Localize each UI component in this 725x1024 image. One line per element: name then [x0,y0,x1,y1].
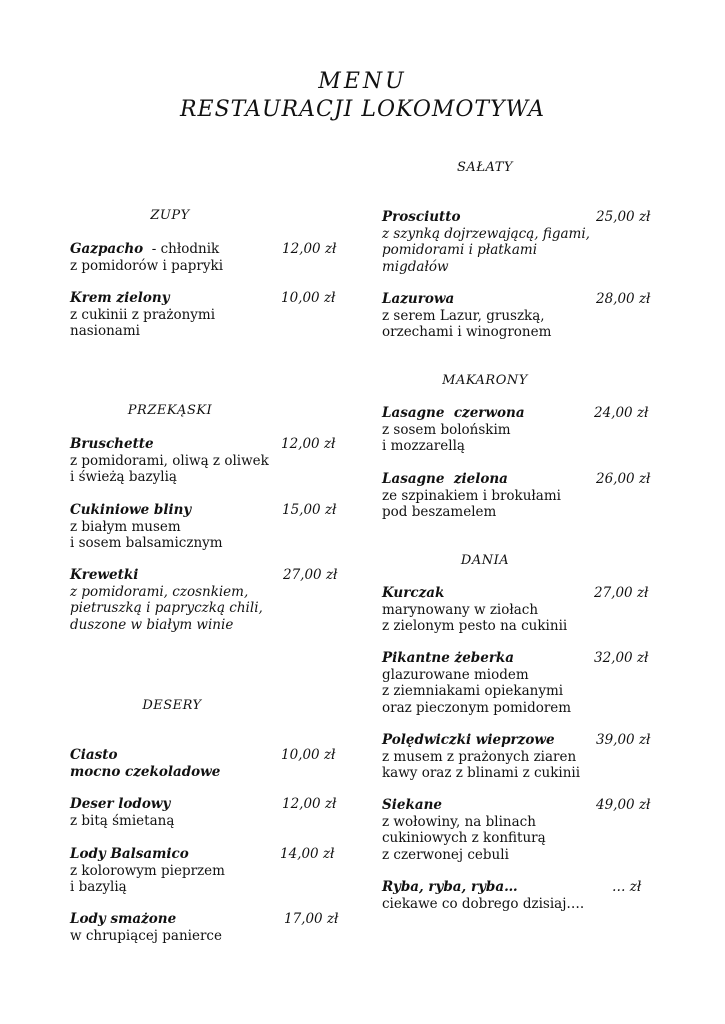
item-price: 27,00 zł [283,567,338,583]
menu-item [70,436,269,486]
item-price: 12,00 zł [282,796,337,812]
item-name: Lody Balsamico [70,846,189,862]
item-price: 26,00 zł [596,471,651,487]
item-price: 12,00 zł [282,241,337,257]
item-name: Prosciutto [382,209,461,225]
item-price: 14,00 zł [280,846,335,862]
item-price: 27,00 zł [594,585,649,601]
menu-title: MENU [318,69,407,94]
item-description: z sosem bolońskim i mozzarellą [382,421,511,454]
item-name: Gazpacho [70,241,144,257]
menu-item [382,879,584,912]
menu-item [70,502,223,552]
item-name: Polędwiczki wieprzowe [382,732,555,748]
item-description: z musem z prażonych ziaren kawy oraz z blinami z cukinii [382,748,581,781]
item-price: 12,00 zł [281,436,336,452]
menu-item [382,797,546,863]
item-description: ze szpinakiem i brokułami pod beszamelem [382,487,561,520]
menu-item [382,650,571,716]
item-description: z białym musem i sosem balsamicznym [70,518,223,551]
item-price: 39,00 zł [596,732,651,748]
item-name: Bruschette [70,436,154,452]
item-price: 15,00 zł [282,502,337,518]
item-name: Lasagne zielona [382,471,508,487]
menu-item [70,796,174,829]
menu-item [382,405,525,455]
menu-item [70,846,225,896]
restaurant-name: RESTAURACJI LOKOMOTYWA [179,97,546,122]
item-description: z kolorowym pieprzem i bazylią [70,862,225,895]
item-description: z bitą śmietaną [70,812,175,829]
menu-item [70,241,223,274]
menu-item [70,911,222,944]
item-name: Siekane [382,797,442,813]
menu-item [382,291,551,341]
item-price: 49,00 zł [596,797,651,813]
menu-item [382,585,567,635]
item-name: Lazurowa [382,291,455,307]
item-name: Kurczak [382,585,445,601]
section-heading-salaty: SAŁATY [457,160,513,175]
item-description: w chrupiącej panierce [70,927,222,944]
item-description: z cukinii z prażonymi nasionami [70,306,216,339]
item-description: z serem Lazur, gruszką, orzechami i winogronem [382,307,552,340]
section-heading-makarony: MAKARONY [442,373,528,388]
item-price: 28,00 zł [596,291,651,307]
section-heading-przekaski: PRZEKĄSKI [127,403,213,418]
item-description: z wołowiny, na blinach cukiniowych z konfiturą z czerwonej cebuli [382,813,546,863]
menu-item [382,732,580,782]
item-price: … zł [612,879,642,895]
item-price: 25,00 zł [596,209,651,225]
section-heading-zupy: ZUPY [150,208,190,223]
item-name: Krem zielony [70,290,170,306]
menu-item [382,209,590,275]
item-description: glazurowane miodem z ziemniakami opiekanymi oraz pieczonym pomidorem [382,666,572,716]
item-price: 32,00 zł [594,650,649,666]
item-name: Krewetki [70,567,139,583]
item-name: Pikantne żeberka [382,650,515,666]
item-name: Ciasto mocno czekoladowe [70,747,221,780]
item-description: z pomidorów i papryki [70,257,224,274]
item-name: Ryba, ryba, ryba… [382,879,518,895]
item-description: ciekawe co dobrego dzisiaj…. [382,895,585,912]
menu-item [382,471,561,521]
section-heading-dania: DANIA [460,553,510,568]
item-name: Lasagne czerwona [382,405,525,421]
item-description: z szynką dojrzewającą, figami, pomidorami i płatkami migdałów [382,225,590,275]
item-price: 10,00 zł [281,290,336,306]
item-price: 24,00 zł [594,405,649,421]
menu-item [70,747,220,780]
section-heading-desery: DESERY [142,698,202,713]
item-description: z pomidorami, czosnkiem, pietruszką i papryczką chili, duszone w białym winie [70,583,263,633]
item-description: z pomidorami, oliwą z oliwek i świeżą bazylią [70,452,269,485]
item-price: 10,00 zł [281,747,336,763]
item-price: 17,00 zł [284,911,339,927]
item-name: Deser lodowy [70,796,171,812]
menu-item [70,290,215,340]
item-name: Cukiniowe bliny [70,502,192,518]
item-description: marynowany w ziołach z zielonym pesto na cukinii [382,601,568,634]
item-name: Lody smażone [70,911,177,927]
item-name-suffix: - chłodnik [143,241,220,257]
menu-item [70,567,263,633]
